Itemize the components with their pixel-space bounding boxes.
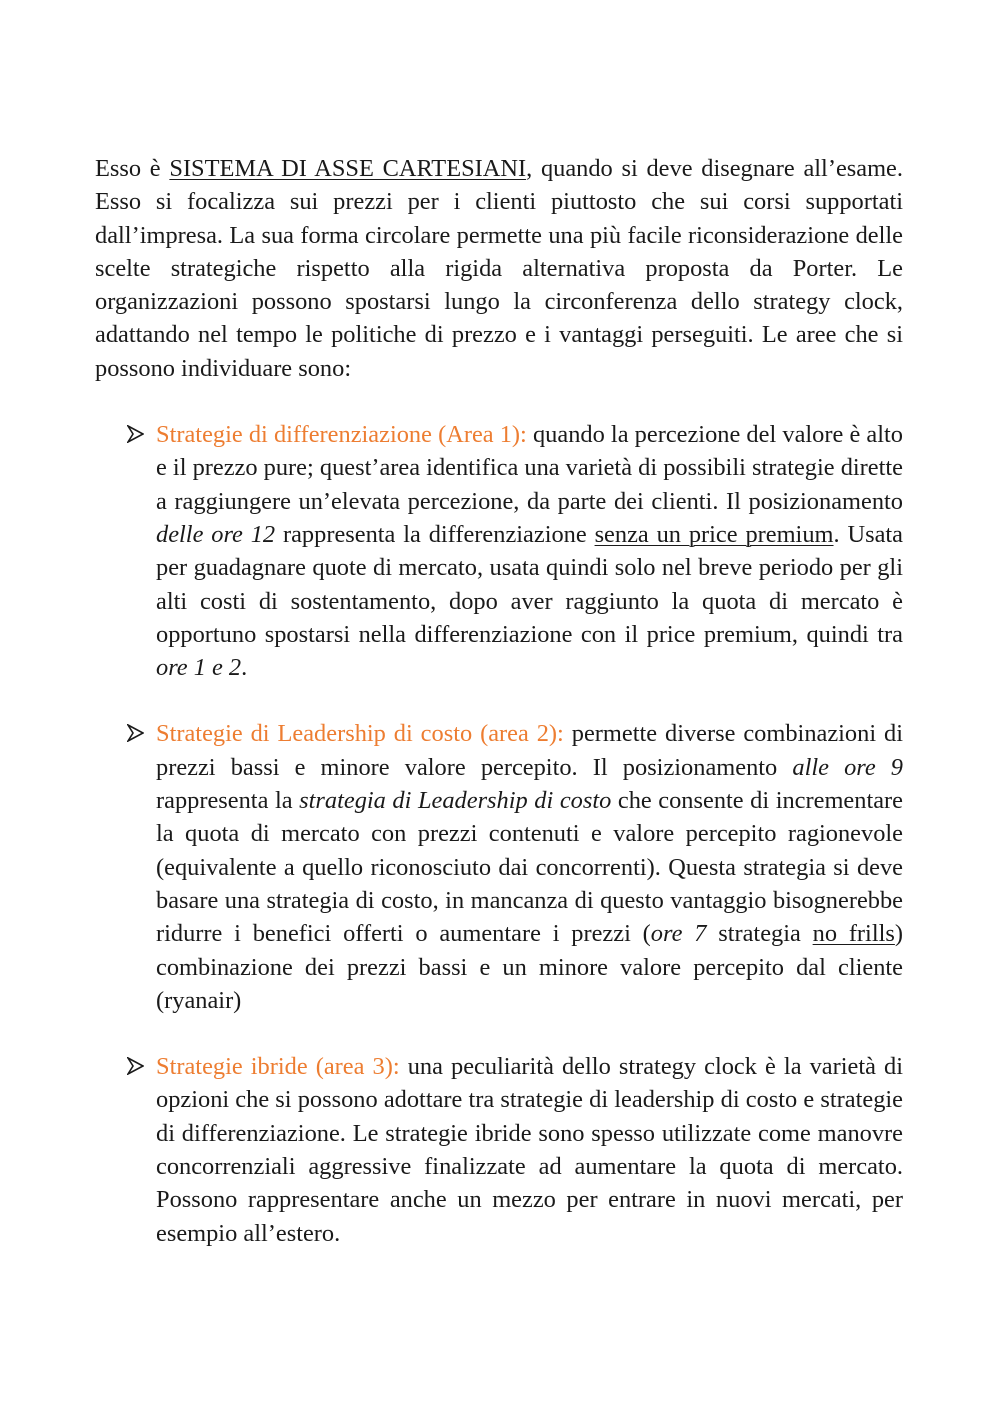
bullet-area-1-italic-1: delle ore 12 — [156, 520, 276, 548]
intro-paragraph — [95, 152, 903, 385]
arrow-bullet-icon — [127, 724, 144, 742]
arrow-bullet-icon — [127, 1057, 144, 1075]
bullet-area-2-text-4: strategia — [706, 920, 813, 948]
bullet-area-2-text-2: rappresenta la — [156, 787, 300, 815]
bullet-area-2 — [156, 717, 903, 1017]
intro-text-2: , quando si deve disegnare all’esame. Esso si focalizza sui prezzi per i clienti piuttosto che sui corsi supportati dall’impresa. La sua forma circolare permette una più facile riconsiderazione delle scelte strategiche rispetto alla rigida alternativa proposta da Porter. Le organizzazioni possono spostarsi lungo la circonferenza dello strategy clock, adattando nel tempo le politiche di prezzo e i vantaggi perseguiti. Le aree che si possono individuare sono: — [95, 155, 903, 382]
bullet-area-3-heading: Strategie ibride (area 3): — [156, 1053, 400, 1081]
bullet-area-2-underlined: no frills — [812, 920, 895, 948]
bullet-area-1-text-4: . — [241, 654, 248, 682]
bullet-area-1 — [156, 418, 903, 684]
bullet-area-2-text-1: permette diverse combinazioni di prezzi bassi e minore valore percepito. Il posizionamento — [156, 720, 903, 781]
bullet-area-2-text-3: che consente di incrementare la quota di mercato con prezzi contenuti e valore percepito ragionevole (equivalente a quello riconosciuto dai concorrenti). Questa strategia si deve basare una strategia di costo, in mancanza di questo vantaggio bisognerebbe ridurre i benefici offerti o aumentare i prezzi ( — [156, 787, 903, 948]
bullet-area-1-heading: Strategie di differenziazione (Area 1): — [156, 421, 527, 449]
intro-underlined-term: SISTEMA DI ASSE CARTESIANI — [169, 155, 527, 182]
bullet-area-3 — [156, 1050, 903, 1250]
bullet-area-1-text-3: . Usata per guadagnare quote di mercato, usata quindi solo nel breve periodo per gli alti costi di sostentamento, dopo aver raggiunto la quota di mercato è opportuno spostarsi nella differenziazione con il price premium, quindi tra — [156, 520, 904, 648]
bullet-area-2-heading: Strategie di Leadership di costo (area 2): — [156, 720, 564, 748]
intro-text-1: Esso è — [95, 155, 170, 182]
bullet-area-1-text-1: quando la percezione del valore è alto e il prezzo pure; quest’area identifica una varietà di possibili strategie dirette a raggiungere un’elevata percezione, da parte dei clienti. Il posizionamento — [156, 421, 904, 515]
bullet-area-3-text-1: una peculiarità dello strategy clock è la varietà di opzioni che si possono adottare tra strategie di leadership di costo e strategie di differenziazione. Le strategie ibride sono spesso utilizzate come manovre concorrenziali aggressive finalizzate ad aumentare la quota di mercato. Possono rappresentare anche un mezzo per entrare in nuovi mercati, per esempio all’estero. — [156, 1053, 903, 1247]
bullet-area-1-underlined: senza un price premium — [594, 520, 834, 548]
bullet-area-2-italic-1: alle ore 9 — [792, 753, 903, 781]
bullet-area-2-text-5: ) combinazione dei prezzi bassi e un minore valore percepito dal cliente (ryanair) — [156, 920, 904, 1014]
bullet-area-1-text-2: rappresenta la differenziazione — [275, 520, 595, 548]
bullet-area-2-italic-3: ore 7 — [650, 920, 707, 948]
arrow-bullet-icon — [127, 425, 144, 443]
bullet-area-1-italic-2: ore 1 e 2 — [156, 654, 242, 682]
bullet-area-2-italic-2: strategia di Leadership di costo — [299, 787, 612, 815]
